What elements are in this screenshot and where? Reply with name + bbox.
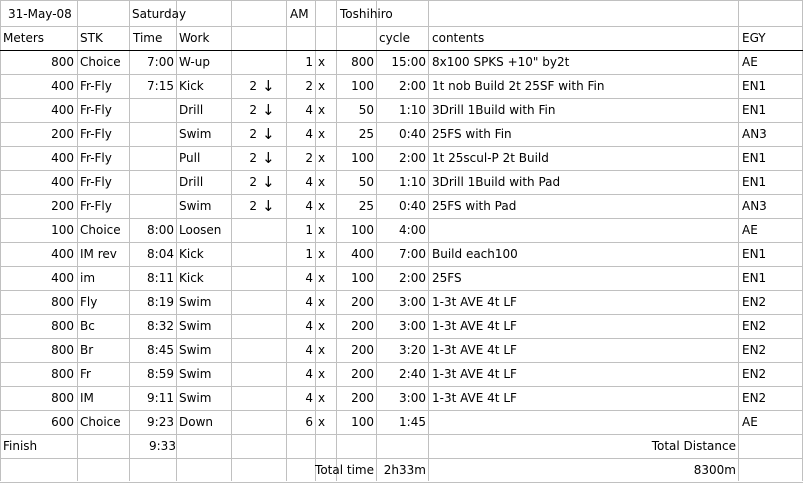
cell-reps[interactable]: 1	[305, 55, 313, 69]
cell-work[interactable]: Drill	[179, 103, 204, 117]
col-header-contents[interactable]: contents	[432, 31, 485, 45]
cell-arrow[interactable]: ↓	[262, 77, 275, 95]
cell-arrow[interactable]	[262, 362, 278, 386]
cell-energy[interactable]: AE	[742, 223, 758, 237]
cell-meters[interactable]: 100	[51, 223, 74, 237]
cell-distance[interactable]: 400	[351, 247, 374, 261]
grid-vline	[738, 0, 739, 481]
cell-meters[interactable]: 400	[51, 79, 74, 93]
cell-distance[interactable]: 200	[351, 367, 374, 381]
cell-stroke[interactable]: Fr	[80, 367, 91, 381]
cell-arrow[interactable]: ↓	[262, 173, 275, 191]
cell-sets[interactable]: 2	[249, 199, 257, 213]
grid-vline	[176, 0, 177, 481]
cell-distance[interactable]: 100	[351, 415, 374, 429]
cell-reps[interactable]: 6	[305, 415, 313, 429]
cell-work[interactable]: Swim	[179, 295, 212, 309]
cell-arrow[interactable]	[262, 290, 278, 314]
cell-cycle[interactable]: 3:00	[399, 295, 426, 309]
cell-meters[interactable]: 200	[51, 199, 74, 213]
cell-x[interactable]: x	[318, 343, 326, 357]
grid-vline	[315, 0, 316, 481]
cell-energy[interactable]: EN1	[742, 175, 767, 189]
cell-reps[interactable]: 2	[305, 79, 313, 93]
cell-work[interactable]: Drill	[179, 175, 204, 189]
cell-energy[interactable]: AN3	[742, 127, 767, 141]
cell-arrow[interactable]	[262, 266, 278, 290]
cell-energy[interactable]: EN1	[742, 247, 767, 261]
finish-time[interactable]: 9:33	[149, 439, 176, 453]
cell-energy[interactable]: AN3	[742, 199, 767, 213]
cell-meters[interactable]: 400	[51, 151, 74, 165]
cell-x[interactable]: x	[318, 127, 326, 141]
cell-distance[interactable]: 100	[351, 151, 374, 165]
cell-reps[interactable]: 2	[305, 151, 313, 165]
cell-contents[interactable]: 3Drill 1Build with Fin	[432, 103, 556, 117]
cell-sets[interactable]: 2	[249, 175, 257, 189]
cell-distance[interactable]: 800	[351, 55, 374, 69]
cell-work[interactable]: Swim	[179, 199, 212, 213]
cell-contents[interactable]: 1-3t AVE 4t LF	[432, 319, 517, 333]
cell-x[interactable]: x	[318, 295, 326, 309]
cell-arrow[interactable]: ↓	[262, 149, 275, 167]
cell-cycle[interactable]: 3:20	[399, 343, 426, 357]
session-cell[interactable]: AM	[290, 7, 309, 21]
cell-arrow[interactable]	[262, 338, 278, 362]
cell-stroke[interactable]: Fr-Fly	[80, 199, 112, 213]
cell-sets[interactable]	[232, 50, 257, 74]
cell-x[interactable]: x	[318, 247, 326, 261]
cell-work[interactable]: Swim	[179, 391, 212, 405]
date-cell[interactable]: 31-May-08	[8, 7, 72, 21]
cell-x[interactable]: x	[318, 223, 326, 237]
cell-contents[interactable]: 8x100 SPKS +10" by2t	[432, 55, 570, 69]
day-cell[interactable]: Saturday	[132, 7, 187, 21]
cell-time[interactable]: 8:45	[147, 343, 174, 357]
cell-work[interactable]: Down	[179, 415, 214, 429]
cell-sets[interactable]	[232, 242, 257, 266]
cell-cycle[interactable]: 0:40	[399, 127, 426, 141]
cell-stroke[interactable]: Fly	[80, 295, 98, 309]
cell-contents[interactable]	[432, 410, 732, 434]
cell-cycle[interactable]: 2:40	[399, 367, 426, 381]
finish-label[interactable]: Finish	[3, 439, 38, 453]
total-distance-value[interactable]: 8300m	[693, 463, 736, 477]
cell-sets[interactable]	[232, 386, 257, 410]
cell-work[interactable]: Swim	[179, 319, 212, 333]
cell-arrow[interactable]	[262, 410, 278, 434]
cell-energy[interactable]: EN2	[742, 343, 767, 357]
cell-cycle[interactable]: 2:00	[399, 79, 426, 93]
cell-contents[interactable]: 25FS with Pad	[432, 199, 517, 213]
cell-contents[interactable]: 3Drill 1Build with Pad	[432, 175, 561, 189]
cell-contents[interactable]: 25FS	[432, 271, 462, 285]
cell-x[interactable]: x	[318, 199, 326, 213]
cell-contents[interactable]: 1t nob Build 2t 25SF with Fin	[432, 79, 605, 93]
cell-stroke[interactable]: Choice	[80, 415, 121, 429]
cell-stroke[interactable]: Fr-Fly	[80, 103, 112, 117]
cell-time[interactable]: 7:15	[147, 79, 174, 93]
col-header-energy[interactable]: EGY	[742, 31, 766, 45]
col-header-time[interactable]: Time	[133, 31, 163, 45]
cell-reps[interactable]: 4	[305, 391, 313, 405]
cell-time[interactable]: 8:04	[147, 247, 174, 261]
cell-time[interactable]	[130, 122, 174, 146]
cell-reps[interactable]: 4	[305, 367, 313, 381]
cell-reps[interactable]: 4	[305, 127, 313, 141]
cell-x[interactable]: x	[318, 55, 326, 69]
cell-work[interactable]: Kick	[179, 79, 204, 93]
cell-time[interactable]: 7:00	[147, 55, 174, 69]
cell-energy[interactable]: EN2	[742, 391, 767, 405]
cell-sets[interactable]: 2	[249, 79, 257, 93]
cell-distance[interactable]: 200	[351, 343, 374, 357]
cell-distance[interactable]: 25	[358, 199, 374, 213]
cell-time[interactable]	[130, 194, 174, 218]
cell-work[interactable]: W-up	[179, 55, 210, 69]
cell-distance[interactable]: 100	[351, 223, 374, 237]
cell-contents[interactable]: Build each100	[432, 247, 518, 261]
cell-stroke[interactable]: Fr-Fly	[80, 175, 112, 189]
cell-meters[interactable]: 800	[51, 295, 74, 309]
cell-energy[interactable]: EN1	[742, 271, 767, 285]
cell-cycle[interactable]: 1:10	[399, 175, 426, 189]
cell-energy[interactable]: AE	[742, 55, 758, 69]
cell-x[interactable]: x	[318, 103, 326, 117]
cell-meters[interactable]: 800	[51, 343, 74, 357]
cell-stroke[interactable]: Fr-Fly	[80, 127, 112, 141]
cell-contents[interactable]: 1-3t AVE 4t LF	[432, 367, 517, 381]
cell-work[interactable]: Swim	[179, 367, 212, 381]
cell-x[interactable]: x	[318, 415, 326, 429]
cell-work[interactable]: Loosen	[179, 223, 222, 237]
cell-meters[interactable]: 400	[51, 103, 74, 117]
cell-x[interactable]: x	[318, 319, 326, 333]
grid-vline	[0, 0, 1, 481]
cell-distance[interactable]: 25	[358, 127, 374, 141]
cell-time[interactable]	[130, 146, 174, 170]
cell-cycle[interactable]: 1:45	[399, 415, 426, 429]
cell-sets[interactable]	[232, 410, 257, 434]
cell-energy[interactable]: EN2	[742, 295, 767, 309]
cell-meters[interactable]: 800	[51, 319, 74, 333]
cell-reps[interactable]: 4	[305, 343, 313, 357]
total-distance-label[interactable]: Total Distance	[651, 439, 736, 453]
cell-time[interactable]: 8:00	[147, 223, 174, 237]
cell-energy[interactable]: EN1	[742, 103, 767, 117]
cell-cycle[interactable]: 3:00	[399, 319, 426, 333]
cell-reps[interactable]: 4	[305, 295, 313, 309]
cell-energy[interactable]: AE	[742, 415, 758, 429]
col-header-stroke[interactable]: STK	[80, 31, 103, 45]
cell-work[interactable]: Swim	[179, 343, 212, 357]
grid-vline	[77, 0, 78, 481]
cell-work[interactable]: Kick	[179, 247, 204, 261]
cell-work[interactable]: Kick	[179, 271, 204, 285]
cell-x[interactable]: x	[318, 79, 326, 93]
cell-cycle[interactable]: 3:00	[399, 391, 426, 405]
cell-meters[interactable]: 400	[51, 175, 74, 189]
cell-stroke[interactable]: Choice	[80, 223, 121, 237]
cell-stroke[interactable]: IM rev	[80, 247, 117, 261]
cell-cycle[interactable]: 15:00	[391, 55, 426, 69]
cell-contents[interactable]: 25FS with Fin	[432, 127, 512, 141]
cell-reps[interactable]: 1	[305, 247, 313, 261]
cell-distance[interactable]: 100	[351, 271, 374, 285]
cell-reps[interactable]: 4	[305, 271, 313, 285]
cell-distance[interactable]: 100	[351, 79, 374, 93]
cell-distance[interactable]: 50	[358, 175, 374, 189]
cell-cycle[interactable]: 1:10	[399, 103, 426, 117]
cell-sets[interactable]	[232, 266, 257, 290]
cell-time[interactable]	[130, 170, 174, 194]
cell-time[interactable]: 9:23	[147, 415, 174, 429]
cell-contents[interactable]	[432, 218, 732, 242]
cell-cycle[interactable]: 2:00	[399, 271, 426, 285]
cell-distance[interactable]: 200	[351, 391, 374, 405]
cell-stroke[interactable]: Choice	[80, 55, 121, 69]
cell-stroke[interactable]: Fr-Fly	[80, 151, 112, 165]
cell-meters[interactable]: 200	[51, 127, 74, 141]
cell-distance[interactable]: 50	[358, 103, 374, 117]
cell-meters[interactable]: 600	[51, 415, 74, 429]
col-header-work[interactable]: Work	[179, 31, 210, 45]
cell-contents[interactable]: 1t 25scul-P 2t Build	[432, 151, 549, 165]
total-time-value[interactable]: 2h33m	[383, 463, 426, 477]
cell-stroke[interactable]: Br	[80, 343, 94, 357]
cell-sets[interactable]	[232, 290, 257, 314]
cell-meters[interactable]: 800	[51, 391, 74, 405]
cell-sets[interactable]	[232, 314, 257, 338]
cell-cycle[interactable]: 7:00	[399, 247, 426, 261]
cell-arrow[interactable]: ↓	[262, 125, 275, 143]
cell-work[interactable]: Swim	[179, 127, 212, 141]
cell-stroke[interactable]: Fr-Fly	[80, 79, 112, 93]
cell-sets[interactable]: 2	[249, 103, 257, 117]
cell-stroke[interactable]: im	[80, 271, 96, 285]
cell-time[interactable]: 8:59	[147, 367, 174, 381]
grid-vline	[428, 0, 429, 481]
cell-work[interactable]: Pull	[179, 151, 201, 165]
swimmer-cell[interactable]: Toshihiro	[340, 7, 393, 21]
cell-contents[interactable]: 1-3t AVE 4t LF	[432, 295, 517, 309]
cell-time[interactable]	[130, 98, 174, 122]
cell-reps[interactable]: 1	[305, 223, 313, 237]
cell-cycle[interactable]: 4:00	[399, 223, 426, 237]
cell-arrow[interactable]: ↓	[262, 197, 275, 215]
cell-sets[interactable]	[232, 362, 257, 386]
cell-time[interactable]: 9:11	[147, 391, 174, 405]
cell-arrow[interactable]	[262, 242, 278, 266]
cell-sets[interactable]: 2	[249, 151, 257, 165]
cell-cycle[interactable]: 0:40	[399, 199, 426, 213]
cell-energy[interactable]: EN2	[742, 319, 767, 333]
cell-time[interactable]: 8:32	[147, 319, 174, 333]
cell-arrow[interactable]	[262, 314, 278, 338]
cell-time[interactable]: 8:19	[147, 295, 174, 309]
cell-distance[interactable]: 200	[351, 295, 374, 309]
cell-energy[interactable]: EN1	[742, 79, 767, 93]
cell-x[interactable]: x	[318, 175, 326, 189]
cell-contents[interactable]: 1-3t AVE 4t LF	[432, 343, 517, 357]
cell-arrow[interactable]: ↓	[262, 101, 275, 119]
cell-stroke[interactable]: IM	[80, 391, 94, 405]
cell-sets[interactable]	[232, 338, 257, 362]
cell-x[interactable]: x	[318, 151, 326, 165]
cell-energy[interactable]: EN1	[742, 151, 767, 165]
grid-hline	[0, 0, 803, 1]
cell-meters[interactable]: 400	[51, 247, 74, 261]
cell-cycle[interactable]: 2:00	[399, 151, 426, 165]
cell-meters[interactable]: 400	[51, 271, 74, 285]
cell-reps[interactable]: 4	[305, 175, 313, 189]
cell-meters[interactable]: 800	[51, 367, 74, 381]
cell-x[interactable]: x	[318, 391, 326, 405]
cell-stroke[interactable]: Bc	[80, 319, 95, 333]
cell-reps[interactable]: 4	[305, 199, 313, 213]
total-time-label[interactable]: Total time	[315, 463, 374, 477]
cell-energy[interactable]: EN2	[742, 367, 767, 381]
cell-sets[interactable]: 2	[249, 127, 257, 141]
col-header-meters[interactable]: Meters	[3, 31, 45, 45]
cell-time[interactable]: 8:11	[147, 271, 174, 285]
cell-meters[interactable]: 800	[51, 55, 74, 69]
cell-distance[interactable]: 200	[351, 319, 374, 333]
cell-reps[interactable]: 4	[305, 319, 313, 333]
col-header-cycle[interactable]: cycle	[379, 31, 411, 45]
cell-contents[interactable]: 1-3t AVE 4t LF	[432, 391, 517, 405]
cell-reps[interactable]: 4	[305, 103, 313, 117]
cell-x[interactable]: x	[318, 367, 326, 381]
cell-sets[interactable]	[232, 218, 257, 242]
cell-arrow[interactable]	[262, 386, 278, 410]
cell-x[interactable]: x	[318, 271, 326, 285]
cell-arrow[interactable]	[262, 50, 278, 74]
cell-arrow[interactable]	[262, 218, 278, 242]
